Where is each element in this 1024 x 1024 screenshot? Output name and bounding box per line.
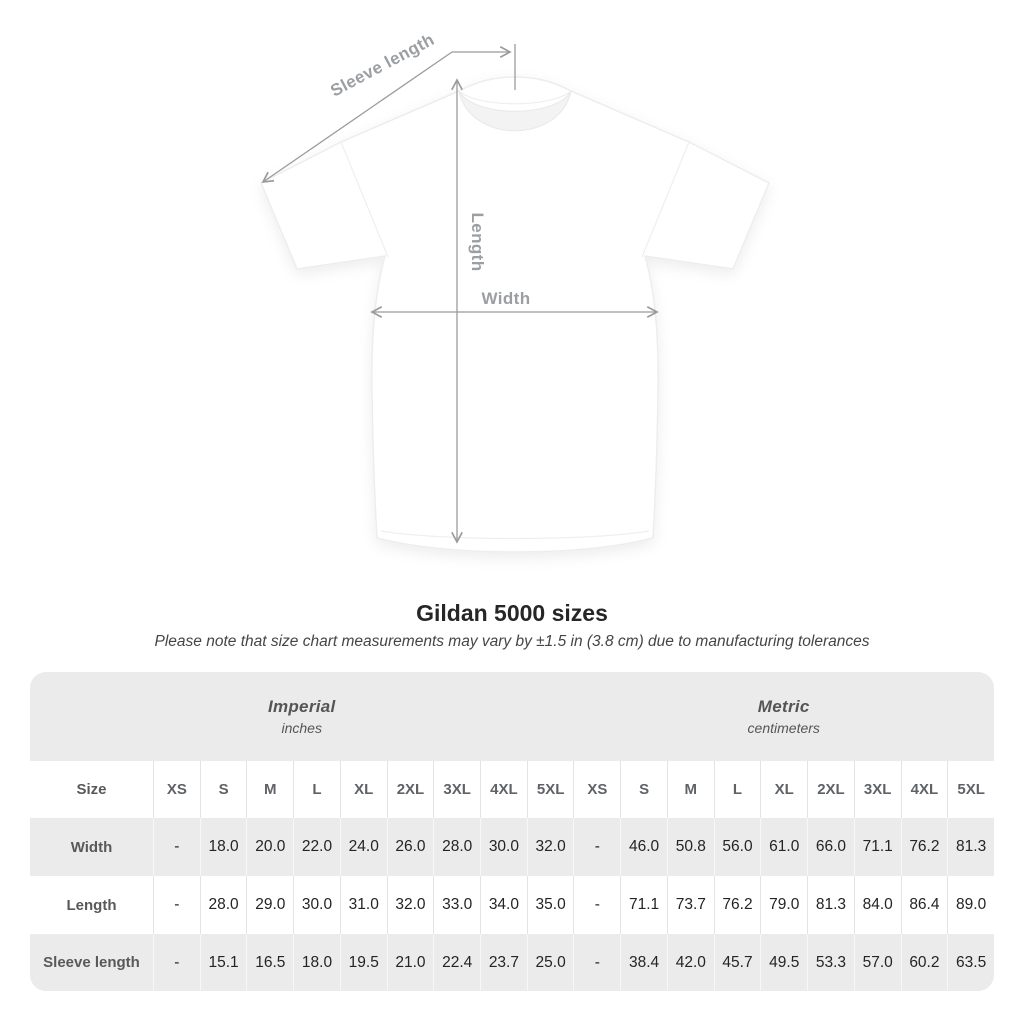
metric-group-unit: centimeters — [747, 720, 820, 736]
value-cell-imperial: 25.0 — [527, 934, 574, 991]
value-cell-imperial: - — [153, 818, 200, 876]
imperial-group-unit: inches — [281, 720, 322, 736]
value-cell-metric: 38.4 — [620, 934, 667, 991]
value-cell-imperial: 22.0 — [293, 818, 340, 876]
value-cell-imperial: 28.0 — [200, 876, 247, 934]
tolerance-note: Please note that size chart measurements may vary by ±1.5 in (3.8 cm) due to manufacturing tolerances — [154, 633, 870, 650]
col-header-metric-xl: XL — [760, 761, 807, 818]
row-label-0: Width — [30, 818, 153, 876]
value-cell-metric: 79.0 — [760, 876, 807, 934]
col-header-imperial-xl: XL — [340, 761, 387, 818]
metric-group-title: Metric — [757, 697, 810, 716]
unit-group-imperial — [30, 672, 573, 761]
value-cell-metric: 46.0 — [620, 818, 667, 876]
col-header-metric-s: S — [620, 761, 667, 818]
size-header: Size — [30, 761, 153, 818]
col-header-imperial-xs: XS — [153, 761, 200, 818]
imperial-group-title: Imperial — [267, 697, 336, 716]
value-cell-imperial: 19.5 — [340, 934, 387, 991]
value-cell-metric: 49.5 — [760, 934, 807, 991]
value-cell-imperial: 18.0 — [200, 818, 247, 876]
col-header-metric-5xl: 5XL — [947, 761, 994, 818]
value-cell-imperial: 34.0 — [480, 876, 527, 934]
value-cell-metric: 89.0 — [947, 876, 994, 934]
value-cell-metric: 57.0 — [854, 934, 901, 991]
value-cell-imperial: 30.0 — [293, 876, 340, 934]
value-cell-metric: 45.7 — [714, 934, 761, 991]
length-label: Length — [468, 212, 487, 272]
unit-group-metric — [573, 672, 994, 761]
value-cell-imperial: - — [153, 876, 200, 934]
col-header-metric-4xl: 4XL — [901, 761, 948, 818]
value-cell-metric: 71.1 — [620, 876, 667, 934]
value-cell-imperial: 22.4 — [433, 934, 480, 991]
size-table — [30, 672, 994, 991]
row-label-2: Sleeve length — [30, 934, 153, 991]
value-cell-metric: - — [573, 818, 620, 876]
value-cell-metric: 81.3 — [807, 876, 854, 934]
col-header-imperial-s: S — [200, 761, 247, 818]
col-header-metric-l: L — [714, 761, 761, 818]
value-cell-metric: 66.0 — [807, 818, 854, 876]
tshirt-outline — [261, 77, 769, 552]
value-cell-metric: - — [573, 934, 620, 991]
col-header-imperial-m: M — [246, 761, 293, 818]
value-cell-metric: 50.8 — [667, 818, 714, 876]
value-cell-metric: 42.0 — [667, 934, 714, 991]
col-header-metric-xs: XS — [573, 761, 620, 818]
col-header-metric-3xl: 3XL — [854, 761, 901, 818]
value-cell-imperial: 32.0 — [387, 876, 434, 934]
value-cell-metric: - — [573, 876, 620, 934]
value-cell-imperial: 15.1 — [200, 934, 247, 991]
col-header-metric-2xl: 2XL — [807, 761, 854, 818]
width-label: Width — [481, 289, 531, 308]
col-header-metric-m: M — [667, 761, 714, 818]
col-header-imperial-5xl: 5XL — [527, 761, 574, 818]
value-cell-metric: 63.5 — [947, 934, 994, 991]
col-header-imperial-l: L — [293, 761, 340, 818]
value-cell-imperial: 24.0 — [340, 818, 387, 876]
value-cell-imperial: 28.0 — [433, 818, 480, 876]
value-cell-metric: 84.0 — [854, 876, 901, 934]
value-cell-metric: 56.0 — [714, 818, 761, 876]
value-cell-imperial: 26.0 — [387, 818, 434, 876]
value-cell-imperial: 32.0 — [527, 818, 574, 876]
value-cell-metric: 73.7 — [667, 876, 714, 934]
value-cell-imperial: 18.0 — [293, 934, 340, 991]
value-cell-imperial: 31.0 — [340, 876, 387, 934]
value-cell-metric: 71.1 — [854, 818, 901, 876]
row-label-1: Length — [30, 876, 153, 934]
value-cell-metric: 53.3 — [807, 934, 854, 991]
value-cell-imperial: 29.0 — [246, 876, 293, 934]
value-cell-imperial: 16.5 — [246, 934, 293, 991]
value-cell-imperial: 33.0 — [433, 876, 480, 934]
value-cell-imperial: 30.0 — [480, 818, 527, 876]
page-title: Gildan 5000 sizes — [416, 600, 608, 626]
value-cell-imperial: 35.0 — [527, 876, 574, 934]
sleeve-length-label: Sleeve length — [327, 29, 438, 101]
value-cell-imperial: 23.7 — [480, 934, 527, 991]
value-cell-metric: 76.2 — [901, 818, 948, 876]
value-cell-metric: 76.2 — [714, 876, 761, 934]
value-cell-imperial: 21.0 — [387, 934, 434, 991]
value-cell-metric: 86.4 — [901, 876, 948, 934]
value-cell-metric: 60.2 — [901, 934, 948, 991]
col-header-imperial-2xl: 2XL — [387, 761, 434, 818]
col-header-imperial-4xl: 4XL — [480, 761, 527, 818]
value-cell-imperial: 20.0 — [246, 818, 293, 876]
value-cell-metric: 61.0 — [760, 818, 807, 876]
value-cell-metric: 81.3 — [947, 818, 994, 876]
col-header-imperial-3xl: 3XL — [433, 761, 480, 818]
value-cell-imperial: - — [153, 934, 200, 991]
